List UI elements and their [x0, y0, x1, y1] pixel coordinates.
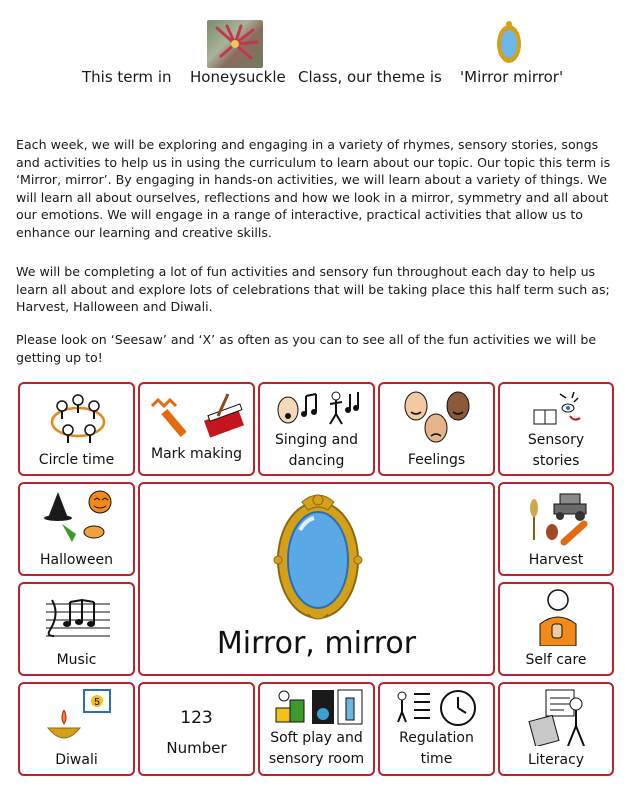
topic-grid	[18, 382, 614, 787]
celebrations-paragraph: We will be completing a lot of fun activities and sensory fun throughout each day to help us learn all about and explore lots of celebrations that will be taking place this half term such as; Harvest, Halloween and Diwali.	[16, 264, 610, 314]
soft-play-sensory-icon	[272, 686, 366, 728]
label-halloween: Halloween	[39, 552, 113, 568]
label-mark-making: Mark making	[151, 446, 242, 462]
singing-dancing-icon	[274, 388, 364, 430]
cell-number	[138, 682, 255, 776]
label-softplay-line1: Soft play and	[270, 730, 363, 746]
label-harvest: Harvest	[528, 552, 584, 568]
literacy-icon	[526, 688, 592, 746]
class-name: Honeysuckle	[190, 68, 286, 86]
cell-circle-time	[18, 382, 135, 476]
label-self-care: Self care	[525, 652, 587, 668]
cell-regulation-time	[378, 682, 495, 776]
title-part1: This term in	[82, 68, 172, 86]
label-music: Music	[56, 652, 97, 668]
label-softplay-line2: sensory room	[268, 751, 365, 767]
label-sensory-line1: Sensory	[527, 432, 585, 448]
label-literacy: Literacy	[527, 752, 585, 768]
music-notes-icon	[46, 594, 110, 638]
label-diwali: Diwali	[55, 752, 98, 768]
circle-time-icon	[48, 392, 108, 446]
cell-soft-play	[258, 682, 375, 776]
header-images	[0, 20, 635, 70]
regulation-clock-icon	[394, 688, 482, 728]
label-circle-time: Circle time	[38, 452, 115, 468]
mark-making-icon	[148, 392, 248, 442]
label-singing-line2: dancing	[288, 453, 345, 469]
cell-music	[18, 582, 135, 676]
cell-harvest	[498, 482, 614, 576]
diwali-lamp-icon	[46, 688, 114, 748]
cell-sensory-stories	[498, 382, 614, 476]
cell-halloween	[18, 482, 135, 576]
intro-paragraph: Each week, we will be exploring and engaging in a variety of rhymes, sensory stories, songs and activities to help us in using the curriculum to learn about our topic. Our topic this term is ‘Mirror, mirror’. By engaging in hands-on activities, we will learn about a variety of things. We will learn all about ourselves, reflections and how we look in a mirror, symmetry and all about our emotions. We will engage in a range of interactive, practical activities that allow us to enhance our learning and creative skills.	[16, 137, 611, 240]
cell-mirror-mirror	[138, 482, 495, 676]
label-singing-line1: Singing and	[275, 432, 358, 448]
label-regulation-line1: Regulation	[399, 730, 474, 746]
label-feelings: Feelings	[407, 452, 466, 468]
theme-name: 'Mirror mirror'	[460, 68, 564, 86]
label-regulation-line2: time	[420, 751, 453, 767]
diwali-calendar-number: 5	[94, 697, 100, 708]
cell-mark-making	[138, 382, 255, 476]
cell-singing-dancing	[258, 382, 375, 476]
label-sensory-line2: stories	[532, 453, 580, 469]
ornate-mirror-icon	[272, 490, 364, 624]
cell-self-care	[498, 582, 614, 676]
cell-diwali	[18, 682, 135, 776]
number-digits: 123	[180, 708, 213, 728]
feelings-faces-icon	[402, 388, 474, 448]
harvest-icon	[524, 488, 592, 546]
mirror-icon	[494, 20, 524, 66]
honeysuckle-flower-photo	[207, 20, 263, 68]
title-part2: Class, our theme is	[298, 68, 442, 86]
sensory-stories-icon	[530, 388, 586, 428]
self-care-icon	[534, 588, 582, 646]
halloween-icon	[42, 488, 118, 544]
cell-literacy	[498, 682, 614, 776]
cell-feelings	[378, 382, 495, 476]
label-mirror-mirror: Mirror, mirror	[216, 626, 417, 661]
seesaw-paragraph: Please look on ‘Seesaw’ and ‘X’ as often as you can to see all of the fun activities we will be getting up to!	[16, 332, 597, 365]
label-number: Number	[166, 739, 227, 757]
